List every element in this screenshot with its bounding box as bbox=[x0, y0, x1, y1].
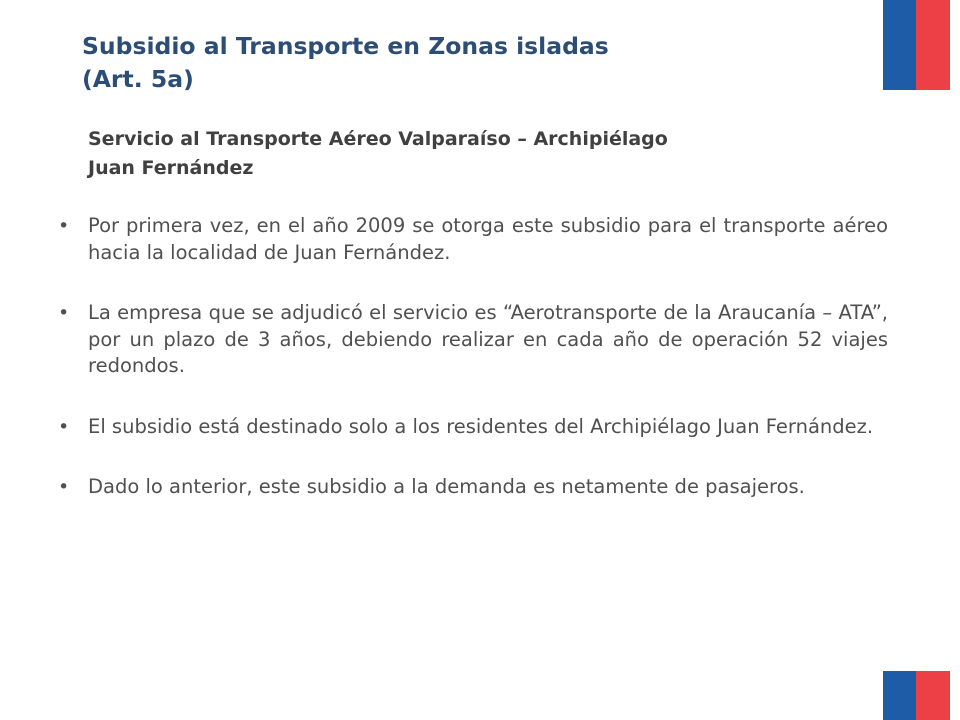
flag-blue-band bbox=[883, 0, 916, 90]
slide-title-line-1: Subsidio al Transporte en Zonas isladas bbox=[82, 32, 609, 60]
slide-title bbox=[82, 30, 862, 96]
slide-title-line-2: (Art. 5a) bbox=[82, 65, 194, 93]
bullet-text: El subsidio está destinado solo a los residentes del Archipiélago Juan Fernández. bbox=[88, 414, 874, 438]
bullet-list bbox=[58, 213, 888, 501]
bullet-text: Dado lo anterior, este subsidio a la demanda es netamente de pasajeros. bbox=[88, 475, 805, 498]
slide-subtitle bbox=[88, 125, 868, 183]
chile-flag-stripe-bottom bbox=[883, 671, 950, 720]
bullet-dot-icon: • bbox=[58, 415, 70, 438]
flag-red-band bbox=[916, 671, 950, 720]
bullet-dot-icon: • bbox=[58, 476, 70, 498]
bullet-text: La empresa que se adjudicó el servicio es “Aerotransporte de la Araucanía – ATA”, por un plazo de 3 años, debiendo realizar en cada año de operación 52 viajes redondos. bbox=[88, 301, 888, 377]
bullet-item bbox=[58, 474, 888, 501]
bullet-item bbox=[58, 213, 888, 266]
slide-subtitle-line-2: Juan Fernández bbox=[88, 157, 254, 179]
bullet-dot-icon: • bbox=[58, 302, 70, 324]
bullet-dot-icon: • bbox=[58, 215, 70, 237]
slide-subtitle-line-1: Servicio al Transporte Aéreo Valparaíso – Archipiélago bbox=[88, 128, 668, 150]
flag-red-band bbox=[916, 0, 950, 90]
bullet-text: Por primera vez, en el año 2009 se otorga este subsidio para el transporte aéreo hacia la localidad de Juan Fernández. bbox=[88, 214, 888, 264]
bullet-item bbox=[58, 414, 888, 441]
bullet-item bbox=[58, 300, 888, 380]
flag-blue-band bbox=[883, 671, 916, 720]
chile-flag-stripe-top bbox=[883, 0, 950, 90]
